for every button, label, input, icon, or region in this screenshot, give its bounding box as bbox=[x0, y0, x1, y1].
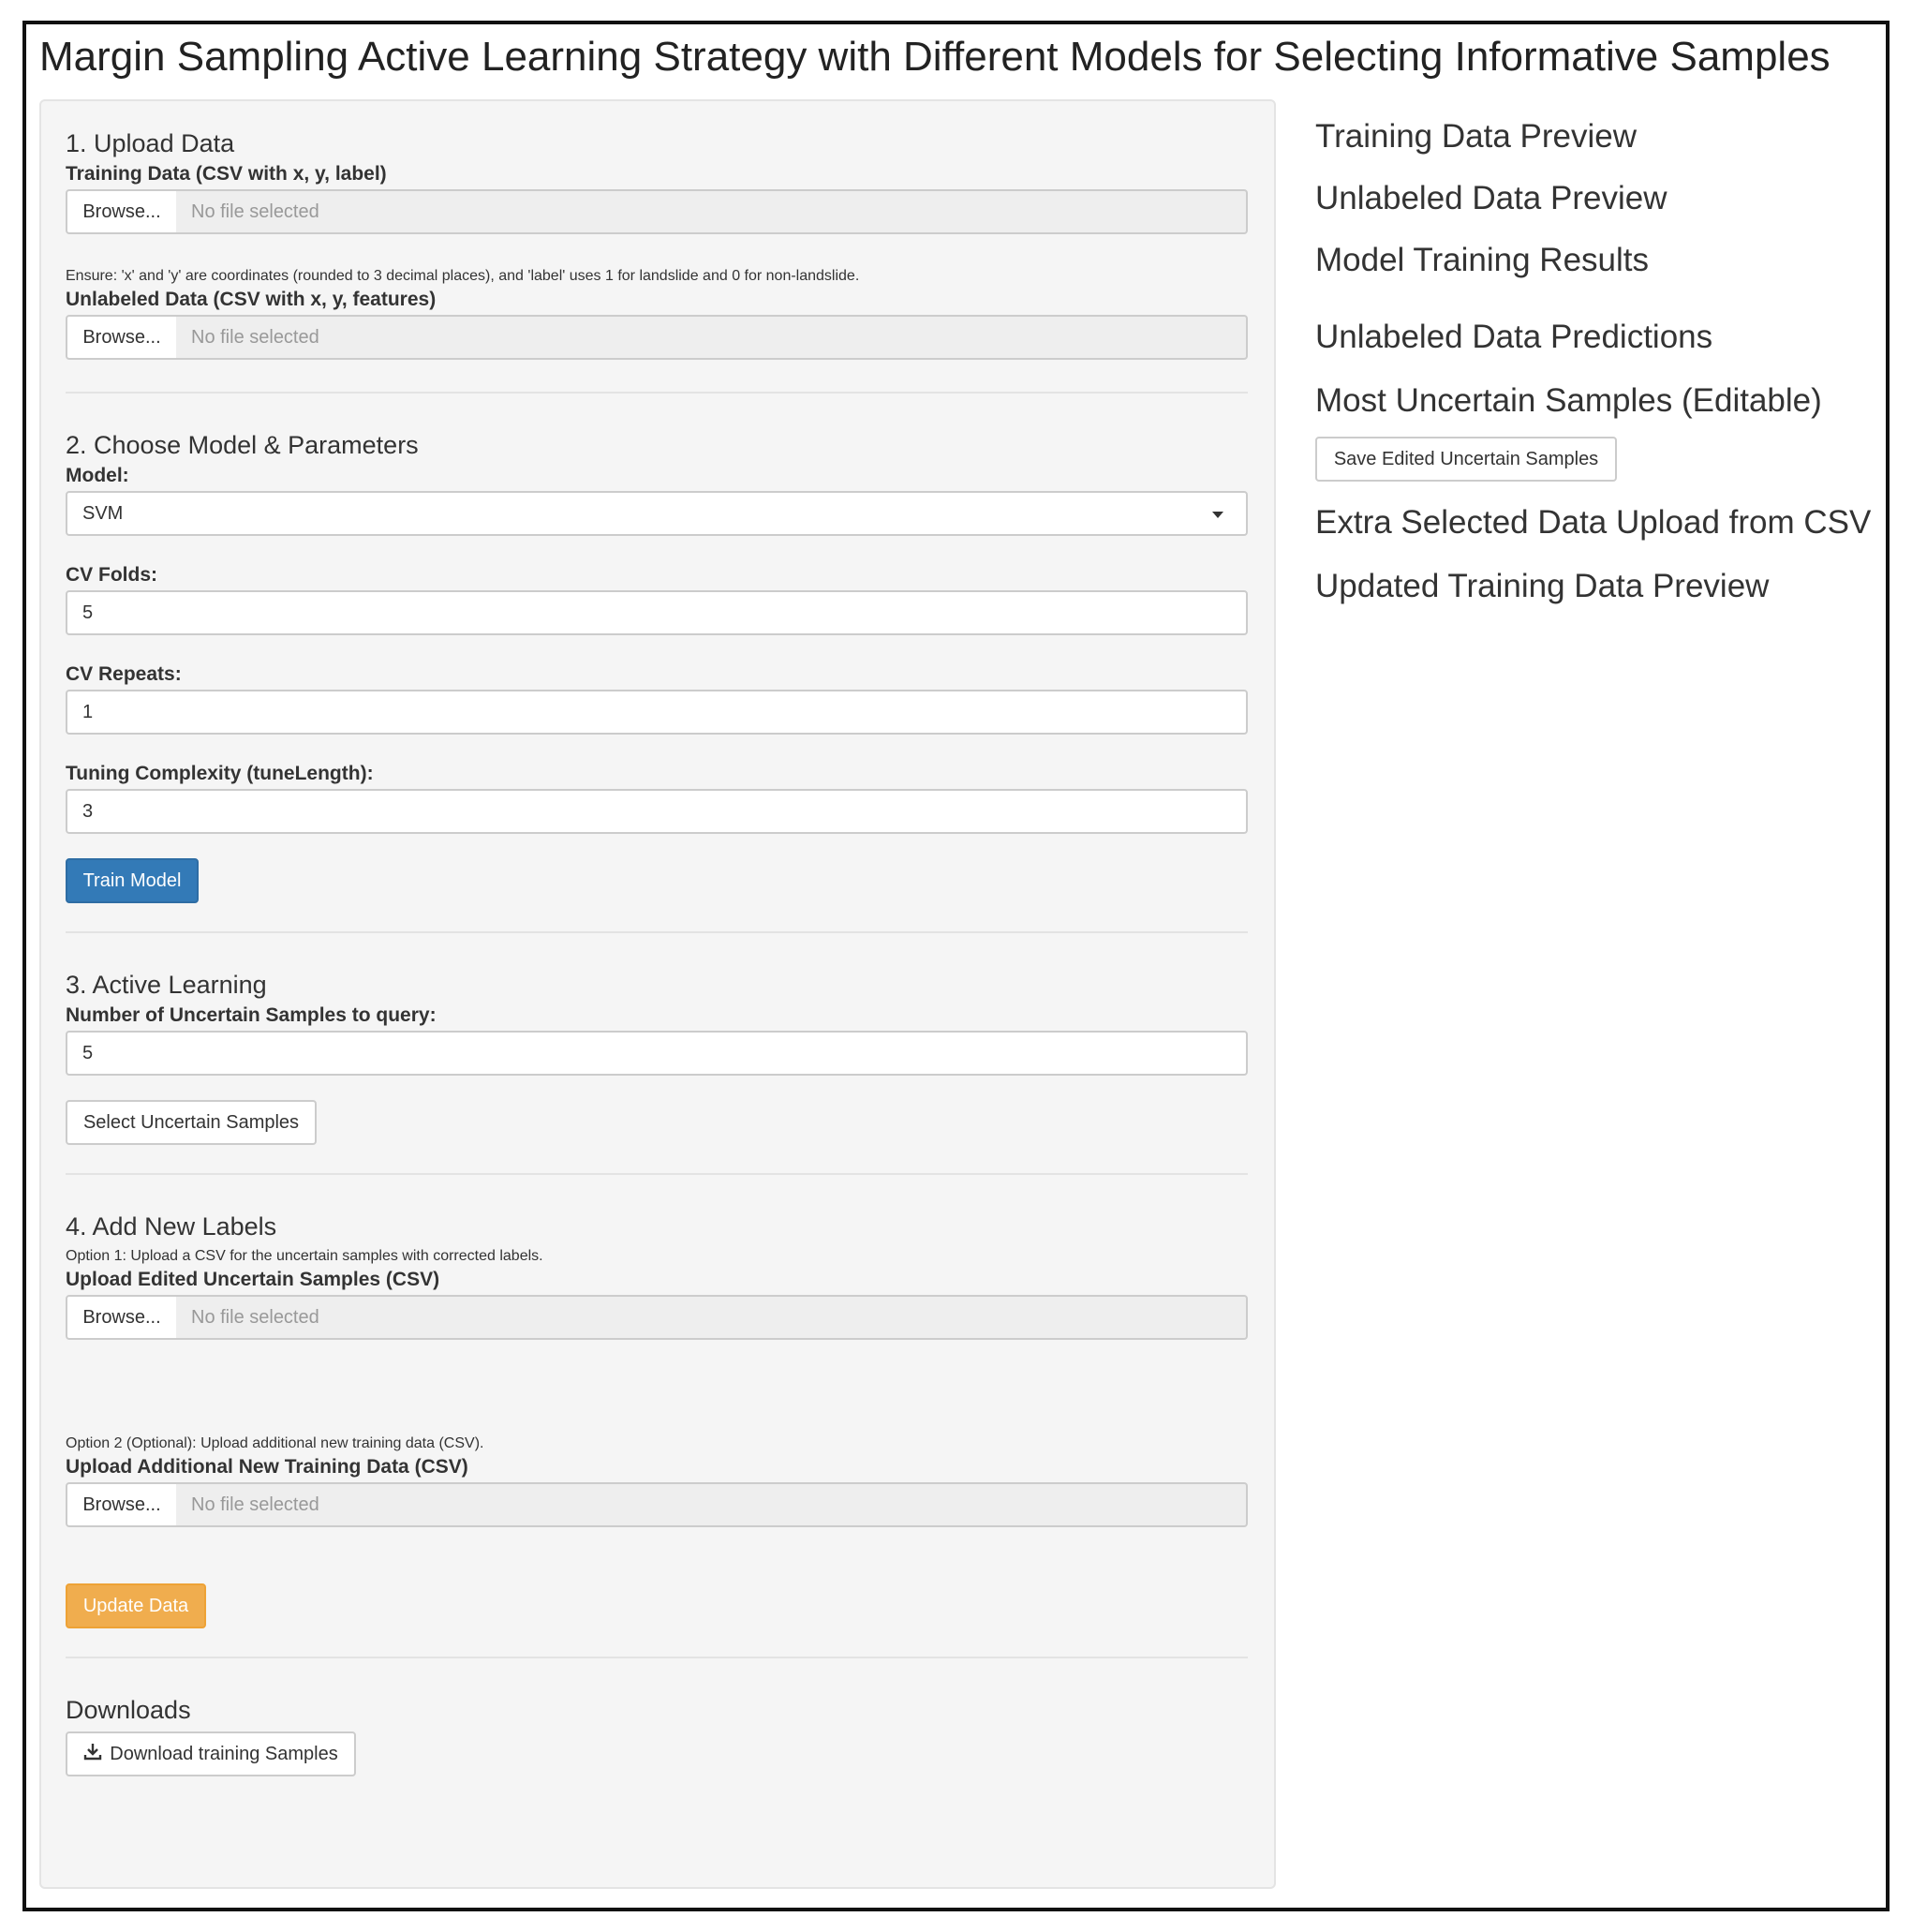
divider bbox=[66, 1657, 1248, 1658]
extra-upload-heading: Extra Selected Data Upload from CSV bbox=[1315, 504, 1872, 541]
model-heading: 2. Choose Model & Parameters bbox=[66, 431, 419, 459]
active-learning-heading: 3. Active Learning bbox=[66, 971, 267, 999]
select-uncertain-button[interactable]: Select Uncertain Samples bbox=[66, 1100, 317, 1145]
divider bbox=[66, 1173, 1248, 1175]
unlabeled-file-name: No file selected bbox=[176, 315, 1248, 360]
model-select-value: SVM bbox=[82, 502, 124, 524]
unlabeled-preview-heading: Unlabeled Data Preview bbox=[1315, 180, 1667, 216]
page-title: Margin Sampling Active Learning Strategy with Different Models for Selecting Informative Samples bbox=[39, 34, 1830, 80]
edited-samples-label: Upload Edited Uncertain Samples (CSV) bbox=[66, 1269, 440, 1290]
option2-help-text: Option 2 (Optional): Upload additional new training data (CSV). bbox=[66, 1435, 484, 1451]
caret-down-icon bbox=[1212, 512, 1223, 518]
additional-data-label: Upload Additional New Training Data (CSV) bbox=[66, 1456, 468, 1478]
training-file-name: No file selected bbox=[176, 189, 1248, 234]
model-select[interactable] bbox=[66, 491, 1248, 536]
training-browse-button[interactable]: Browse... bbox=[66, 189, 178, 234]
unlabeled-predictions-heading: Unlabeled Data Predictions bbox=[1315, 319, 1713, 355]
cv-repeats-input[interactable] bbox=[66, 690, 1248, 735]
upload-help-text: Ensure: 'x' and 'y' are coordinates (rounded to 3 decimal places), and 'label' uses 1 for landslide and 0 for non-landslide. bbox=[66, 268, 860, 284]
unlabeled-browse-button[interactable]: Browse... bbox=[66, 315, 178, 360]
updated-preview-heading: Updated Training Data Preview bbox=[1315, 568, 1770, 604]
training-data-label: Training Data (CSV with x, y, label) bbox=[66, 163, 387, 185]
uncertain-count-input[interactable] bbox=[66, 1031, 1248, 1076]
train-model-button[interactable]: Train Model bbox=[66, 858, 199, 903]
model-results-heading: Model Training Results bbox=[1315, 242, 1649, 278]
additional-browse-button[interactable]: Browse... bbox=[66, 1482, 178, 1527]
edited-browse-button[interactable]: Browse... bbox=[66, 1295, 178, 1340]
model-label: Model: bbox=[66, 465, 129, 486]
uncertain-count-label: Number of Uncertain Samples to query: bbox=[66, 1004, 437, 1026]
additional-file-name: No file selected bbox=[176, 1482, 1248, 1527]
app-frame bbox=[22, 21, 1890, 1911]
download-training-button[interactable] bbox=[66, 1731, 356, 1776]
edited-file-input bbox=[66, 1295, 1248, 1340]
cv-folds-label: CV Folds: bbox=[66, 564, 157, 586]
unlabeled-data-label: Unlabeled Data (CSV with x, y, features) bbox=[66, 289, 437, 310]
tune-length-label: Tuning Complexity (tuneLength): bbox=[66, 763, 374, 784]
downloads-heading: Downloads bbox=[66, 1696, 191, 1724]
download-icon bbox=[83, 1742, 102, 1766]
cv-repeats-label: CV Repeats: bbox=[66, 663, 182, 685]
download-training-label: Download training Samples bbox=[110, 1743, 338, 1764]
divider bbox=[66, 392, 1248, 394]
option1-help-text: Option 1: Upload a CSV for the uncertain samples with corrected labels. bbox=[66, 1248, 543, 1264]
training-file-input bbox=[66, 189, 1248, 234]
save-uncertain-button[interactable]: Save Edited Uncertain Samples bbox=[1315, 437, 1617, 482]
sidebar-panel bbox=[39, 99, 1276, 1889]
edited-file-name: No file selected bbox=[176, 1295, 1248, 1340]
tune-length-input[interactable] bbox=[66, 789, 1248, 834]
uncertain-samples-heading: Most Uncertain Samples (Editable) bbox=[1315, 382, 1822, 419]
training-preview-heading: Training Data Preview bbox=[1315, 118, 1638, 155]
add-labels-heading: 4. Add New Labels bbox=[66, 1212, 277, 1241]
cv-folds-input[interactable] bbox=[66, 590, 1248, 635]
unlabeled-file-input bbox=[66, 315, 1248, 360]
upload-heading: 1. Upload Data bbox=[66, 129, 235, 157]
update-data-button[interactable]: Update Data bbox=[66, 1583, 206, 1628]
divider bbox=[66, 931, 1248, 933]
additional-file-input bbox=[66, 1482, 1248, 1527]
